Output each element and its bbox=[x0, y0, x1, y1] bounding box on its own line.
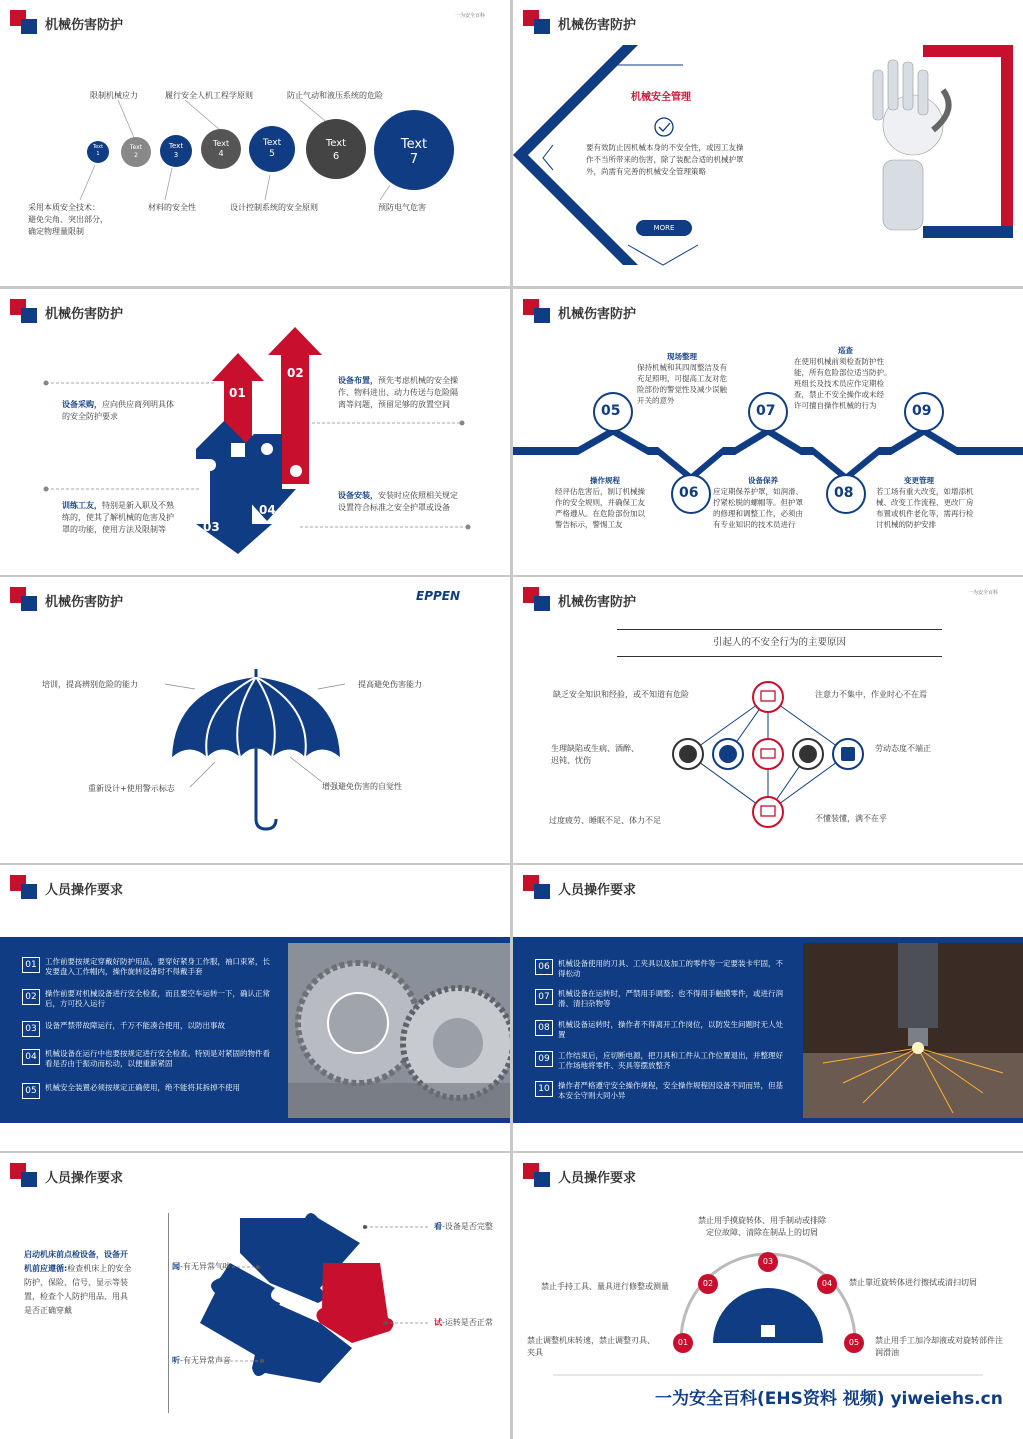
label: 限制机械应力 bbox=[90, 91, 138, 100]
text-block: 巡查 在使用机械前须检查防护性 能，所有危险部位适当防护。 班组长及技术员应作定期检 查，禁止不安全操作或未经 许可擅自操作机械的行为 bbox=[794, 346, 892, 410]
circle-3: Text 3 bbox=[168, 142, 184, 159]
circle-4: Text 4 bbox=[212, 139, 230, 158]
step-number: 01 bbox=[677, 1338, 689, 1347]
circle-5: Text 5 bbox=[262, 138, 282, 159]
cause-label: 不懂装懂，满不在乎 bbox=[815, 814, 887, 823]
watermark: 一为安全百科(EHS资料 视频) yiweiehs.cn bbox=[655, 1389, 1003, 1409]
slide-4 bbox=[513, 289, 1023, 575]
label: 预防电气危害 bbox=[378, 203, 426, 212]
cause-label: 注意力不集中，作业时心不在焉 bbox=[815, 690, 927, 699]
list-item: 06 机械设备使用的刀具、工夹具以及加工的零件等一定要装卡牢固，不得松动 bbox=[535, 959, 785, 979]
step-number: 02 bbox=[287, 366, 304, 380]
rule-text: 禁止用手工加冷却液或对旋转部件注 润滑油 bbox=[875, 1336, 1003, 1357]
list-item: 10 操作者严格遵守安全操作规程，安全操作规程因设备不同而异，但基本安全守则大同小异 bbox=[535, 1081, 785, 1101]
umbrella-icon bbox=[0, 577, 510, 863]
circle-2: Text 2 bbox=[129, 144, 143, 159]
list-item: 01 工作前要按规定穿戴好防护用品，要穿好紧身工作服，袖口束紧，长发要盘入工作帽内，操作旋转设备时不得戴手套 bbox=[22, 957, 272, 977]
step-number: 09 bbox=[912, 403, 932, 419]
heading: 机械安全管理 bbox=[631, 92, 691, 103]
slide-5 bbox=[0, 577, 510, 863]
label: 培训，提高辨别危险的能力 bbox=[42, 680, 138, 689]
slide-title: 人员操作要求 bbox=[558, 1171, 637, 1186]
slide-1 bbox=[0, 0, 510, 286]
cause-label: 生理缺陷或生病、酒醉、 迟钝、忧伤 bbox=[551, 744, 639, 765]
logo-mark bbox=[523, 875, 551, 899]
label: 重新设计+使用警示标志 bbox=[88, 784, 175, 793]
logo-mark bbox=[10, 875, 38, 899]
step-number: 04 bbox=[821, 1279, 833, 1288]
slide-title: 机械伤害防护 bbox=[558, 18, 637, 33]
step-number: 05 bbox=[848, 1338, 860, 1347]
step-number: 07 bbox=[756, 403, 776, 419]
step-number: 06 bbox=[679, 485, 699, 501]
label: 采用本质安全技术： 避免尖角、突出部分， 确定物理量限制 bbox=[28, 203, 108, 236]
label: 试-运转是否正常 bbox=[434, 1318, 493, 1327]
list-item: 03 设备严禁带故障运行，千万不能凑合使用，以防出事故 bbox=[22, 1021, 272, 1037]
cause-label: 缺乏安全知识和经验，或不知道有危险 bbox=[553, 690, 689, 699]
circle-1: Text 1 bbox=[92, 144, 104, 157]
step-number: 04 bbox=[259, 503, 276, 517]
rule-text: 禁止调整机床转速，禁止调整刃具、 夹具 bbox=[527, 1336, 655, 1357]
label: 设计控制系统的安全原则 bbox=[230, 203, 318, 212]
step-number: 03 bbox=[762, 1257, 774, 1266]
label: 看-设备是否完整 bbox=[434, 1222, 493, 1231]
rule-text: 禁止用手摸旋转体、用手制动或排除 定位故障、清除在制品上的切屑 bbox=[698, 1216, 826, 1237]
text-block: 启动机床前点检设备，设备开 机前应遵循:检查机床上的安全 防护、保险、信号、显示等装 置，检查个人防护用品、用具 是否正确穿戴 bbox=[24, 1250, 132, 1315]
more-button[interactable]: MORE bbox=[636, 220, 692, 236]
label: 防止气动和液压系统的危险 bbox=[287, 91, 383, 100]
slide-title: 机械伤害防护 bbox=[45, 595, 124, 610]
label: 材料的安全性 bbox=[148, 203, 196, 212]
slide-title: 机械伤害防护 bbox=[45, 18, 124, 33]
label: 闻-有无异常气味 bbox=[172, 1262, 231, 1271]
slide-title: 人员操作要求 bbox=[558, 883, 637, 898]
rule-text: 禁止靠近旋转体进行擦拭或清扫切屑 bbox=[849, 1278, 977, 1287]
label: 履行安全人机工程学原则 bbox=[165, 91, 253, 100]
text-block: 操作规程 经评估危害后，制订机械操 作的安全规则，并确保工友 严格遵从。在危险部份加以 警告标示，警惕工友 bbox=[555, 476, 645, 529]
slide-8 bbox=[513, 865, 1023, 1151]
slide-title: 人员操作要求 bbox=[45, 1171, 124, 1186]
step-number: 01 bbox=[229, 386, 246, 400]
text-block: 设备采购，应向供应商列明具体 的安全防护要求 bbox=[62, 400, 174, 421]
puzzle-diagram bbox=[0, 1153, 510, 1439]
label: 听-有无异常声音 bbox=[172, 1356, 231, 1365]
body-text: 要有效防止因机械本身的不安全性，或因工友操 作不当所带来的伤害，除了装配合适的机械护罩 外，尚需有完善的机械安全管理策略 bbox=[586, 143, 744, 176]
list-item: 08 机械设备运转时，操作者不得离开工作岗位，以防发生问题时无人处置 bbox=[535, 1020, 785, 1040]
list-item: 05 机械安全装置必须按规定正确使用，绝不能将其拆掉不使用 bbox=[22, 1083, 272, 1099]
brand-text: 一为安全百科 bbox=[455, 13, 486, 19]
cause-label: 劳动态度不端正 bbox=[875, 744, 931, 753]
text-block: 设备保养 应定期保养护罩，如润滑、 拧紧松脱的螺帽等。但护罩 的修理和调整工作，必须由 有专业知识的技术员进行 bbox=[713, 476, 803, 529]
step-number: 08 bbox=[834, 485, 854, 501]
slide-title: 机械伤害防护 bbox=[558, 595, 637, 610]
robot-hand-icon bbox=[873, 60, 949, 230]
heading: 引起人的不安全行为的主要原因 bbox=[617, 629, 942, 657]
text-block: 变更管理 若工场有重大改变，如增添机 械、改变工作流程、更改厂房 布置或机件老化等，需再行检 讨机械的防护安排 bbox=[876, 476, 974, 529]
circle-7: Text 7 bbox=[400, 137, 428, 167]
label: 提高避免伤害能力 bbox=[358, 680, 422, 689]
slide-title: 机械伤害防护 bbox=[558, 307, 637, 322]
slide-2 bbox=[513, 0, 1023, 286]
slide-6 bbox=[513, 577, 1023, 863]
list-item: 02 操作前要对机械设备进行安全检查，而且要空车运转一下，确认正常后，方可投入运行 bbox=[22, 989, 272, 1009]
circle-6: Text 6 bbox=[325, 138, 347, 162]
step-number: 05 bbox=[601, 403, 621, 419]
text-block: 设备安装，安装时应依照相关规定 设置符合标准之安全护罩或设备 bbox=[338, 491, 458, 512]
list-item: 07 机械设备在运转时，严禁用手调整；也不得用手触摸零件，或进行润滑、清扫杂物等 bbox=[535, 989, 785, 1009]
gears-photo bbox=[288, 943, 510, 1118]
brand-logo: EPPEN bbox=[416, 589, 461, 603]
list-item: 04 机械设备在运行中也要按规定进行安全检查。特别是对紧固的物件看看是否由于振动而松动，以便重新紧固 bbox=[22, 1049, 272, 1069]
label: 增强避免伤害的自觉性 bbox=[322, 782, 402, 791]
text-block: 训练工友，特别是新入职及不熟 练的，使其了解机械的危害及护 罩的功能，使用方法及限制等 bbox=[62, 501, 174, 534]
slide-3 bbox=[0, 289, 510, 575]
step-number: 03 bbox=[203, 520, 220, 534]
text-block: 设备布置，预先考虑机械的安全操 作、物料进出、动力传送与危险隔 离等问题，预留足够的放置空间 bbox=[338, 376, 458, 409]
list-item: 09 工作结束后，应切断电源，把刀具和工件从工作位置退出，并整理好工作场地将零件、夹具等摆放整齐 bbox=[535, 1051, 785, 1071]
slide-title: 机械伤害防护 bbox=[45, 307, 124, 322]
slide-9 bbox=[0, 1153, 510, 1439]
slide-title: 人员操作要求 bbox=[45, 883, 124, 898]
brand-text: 一为安全百科 bbox=[968, 590, 999, 596]
laser-cutting-photo bbox=[803, 943, 1023, 1118]
step-number: 02 bbox=[702, 1279, 714, 1288]
text-block: 现场整理 保持机械和其四周整洁及有 充足照明，可提高工友对危 险部份的警觉性及减少误触 开关的意外 bbox=[637, 352, 727, 405]
wave-timeline bbox=[513, 289, 1023, 575]
slide-7 bbox=[0, 865, 510, 1151]
rule-text: 禁止手持工具、量具进行修整或测量 bbox=[541, 1282, 669, 1291]
cause-label: 过度疲劳、睡眠不足、体力不足 bbox=[549, 816, 661, 825]
